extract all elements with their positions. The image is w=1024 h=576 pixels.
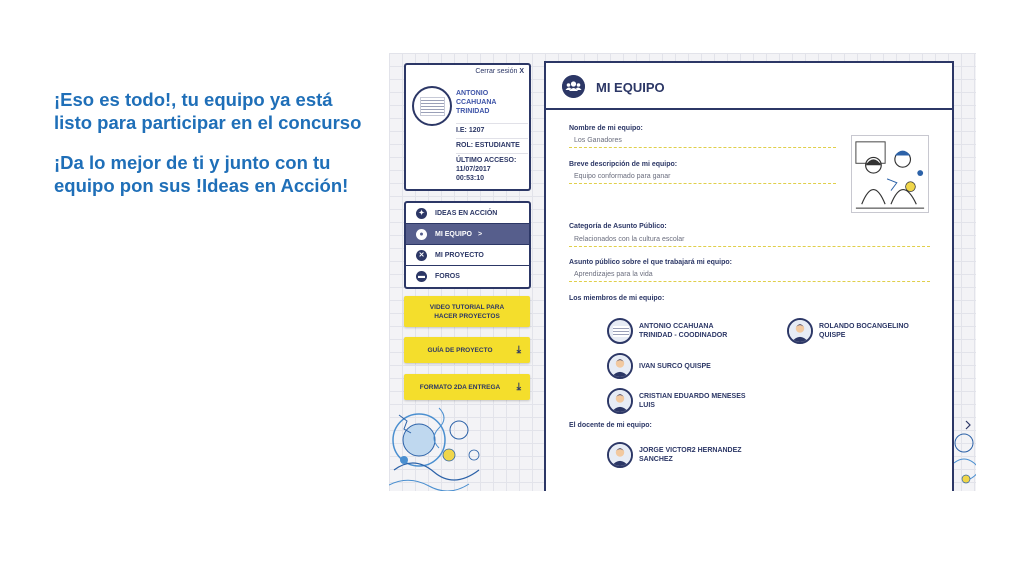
nav-label: MI EQUIPO [435,230,472,238]
member-item [787,318,929,344]
category-label: Categoría de Asunto Público: [569,223,667,230]
team-name-label: Nombre de mi equipo: [569,125,643,132]
teacher-label: El docente de mi equipo: [569,422,652,429]
teacher-item [607,442,749,468]
panel-header [546,63,952,110]
close-icon: X [519,68,524,75]
logout-link[interactable] [475,68,524,75]
doodle-illustration [389,400,489,491]
user-ie: I.E: 1207 [456,123,528,135]
issue-label: Asunto público sobre el que trabajará mi equipo: [569,259,732,266]
chevron-right-icon: > [477,230,483,238]
guia-proyecto-button[interactable] [404,337,530,363]
user-avatar [412,86,452,126]
nav-label: IDEAS EN ACCIÓN [435,209,498,217]
member-item [607,318,739,344]
member-item [607,388,749,414]
download-icon: ⤓ [516,381,521,393]
document-icon [613,326,629,337]
nav-item-mi-proyecto[interactable] [406,245,529,266]
last-access-label: ÚLTIMO ACCESO: [456,157,517,164]
guia-proyecto-label: GUÍA DE PROYECTO [427,346,493,354]
description-label: Breve descripción de mi equipo: [569,161,678,168]
avatar [607,318,633,344]
team-name-value: Los Ganadores [569,137,836,148]
formato-entrega-label: FORMATO 2DA ENTREGA [419,383,501,391]
formato-entrega-button[interactable] [404,374,530,400]
slide-paragraph-1: ¡Eso es todo!, tu equipo ya está listo para participar en el concurso [54,89,362,133]
sidebar-nav [404,201,531,289]
members-label: Los miembros de mi equipo: [569,295,665,302]
member-name: ANTONIO CCAHUANA TRINIDAD - COODINADOR [639,323,728,339]
nav-label: FOROS [435,273,460,280]
member-name: CRISTIAN EDUARDO MENESES LUIS [639,393,746,409]
last-access-date: 11/07/2017 [456,166,491,173]
slide-paragraph-2: ¡Da lo mejor de ti y junto con tu equipo pon sus !Ideas en Acción! [54,152,349,196]
user-role: ROL: ESTUDIANTE [456,138,528,150]
page-title: MI EQUIPO [596,80,665,95]
teacher-name: JORGE VICTOR2 HERNANDEZ SANCHEZ [639,447,742,463]
member-item [607,353,759,379]
nav-label: MI PROYECTO [435,251,484,259]
nav-item-mi-equipo[interactable] [406,224,529,245]
nav-item-foros[interactable] [406,266,529,287]
doodle-illustration-right [952,413,976,491]
team-panel [544,61,954,491]
user-last-access [456,153,528,183]
category-value: Relacionados con la cultura escolar [569,236,930,247]
avatar-icon [607,442,633,468]
video-tutorial-button[interactable] [404,296,530,327]
last-access-time: 00:53:10 [456,175,485,182]
chat-icon: ▬ [418,273,425,280]
document-icon [420,97,445,116]
lightbulb-icon: ✦ [416,208,427,219]
team-image [851,135,929,213]
app-screenshot [389,53,976,491]
team-icon [562,75,585,98]
avatar-icon [607,388,633,414]
download-icon: ⤓ [516,344,521,356]
avatar-icon [607,353,633,379]
team-icon: ● [416,229,427,240]
slide-text [54,88,374,214]
user-name: ANTONIO CCAHUANA TRINIDAD [456,90,497,115]
logout-label: Cerrar sesión [475,68,518,75]
member-name: ROLANDO BOCANGELINO QUISPE [819,323,909,339]
tools-icon: ✕ [416,250,427,261]
user-card [404,63,531,191]
avatar-icon [787,318,813,344]
member-name: IVAN SURCO QUISPE [639,362,711,370]
video-tutorial-label: VIDEO TUTORIAL PARA HACER PROYECTOS [429,303,505,320]
nav-item-ideas-en-accion[interactable] [406,203,529,224]
description-value: Equipo conformado para ganar [569,173,836,184]
issue-value: Aprendizajes para la vida [569,271,930,282]
